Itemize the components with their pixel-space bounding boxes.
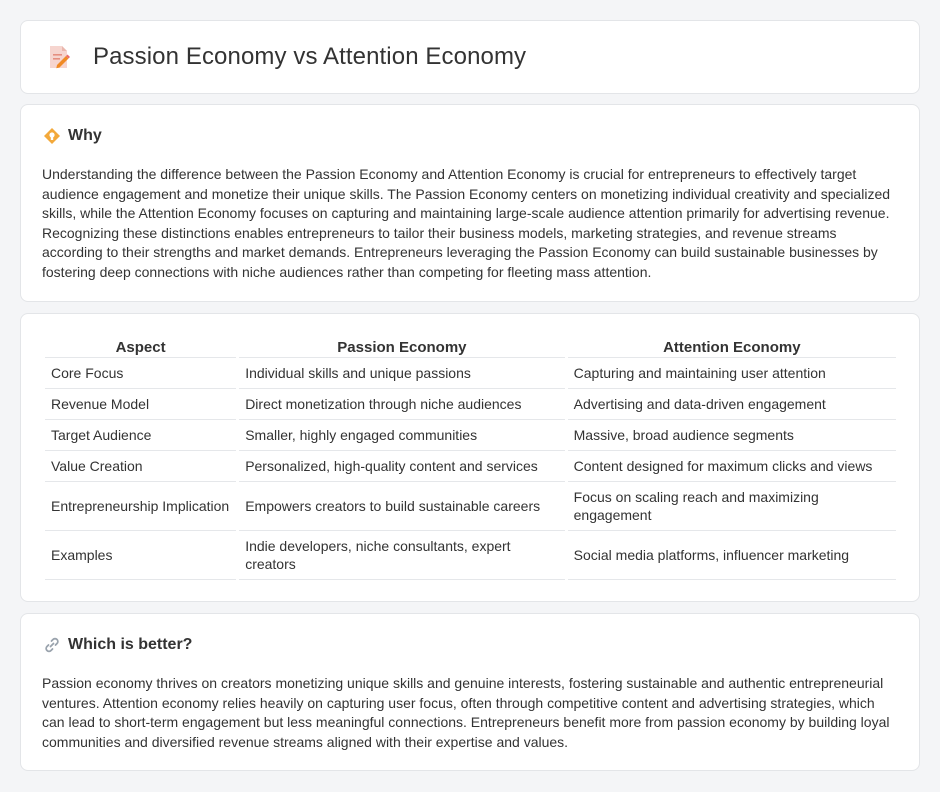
better-title: Which is better? [68, 636, 193, 653]
header-attention-economy: Attention Economy [568, 334, 896, 358]
table-row [45, 482, 896, 531]
comparison-table [42, 334, 899, 580]
which-is-better-card [20, 613, 920, 771]
table-cell: Direct monetization through niche audiences [239, 389, 564, 420]
table-cell: Individual skills and unique passions [239, 358, 564, 389]
table-cell: Empowers creators to build sustainable careers [239, 482, 564, 531]
table-cell: Target Audience [45, 420, 236, 451]
document-pencil-icon [45, 43, 73, 71]
table-cell: Focus on scaling reach and maximizing engagement [568, 482, 896, 531]
table-row [45, 531, 896, 580]
table-cell: Massive, broad audience segments [568, 420, 896, 451]
table-cell: Personalized, high-quality content and services [239, 451, 564, 482]
page-title: Passion Economy vs Attention Economy [93, 43, 527, 70]
table-cell: Indie developers, niche consultants, expert creators [239, 531, 564, 580]
table-cell: Capturing and maintaining user attention [568, 358, 896, 389]
table-cell: Examples [45, 531, 236, 580]
why-card [20, 104, 920, 302]
why-title: Why [68, 127, 102, 144]
better-heading [43, 636, 192, 654]
table-row [45, 358, 896, 389]
title-row [45, 43, 526, 71]
link-icon [43, 636, 61, 654]
table-cell: Content designed for maximum clicks and views [568, 451, 896, 482]
table-cell: Value Creation [45, 451, 236, 482]
why-paragraph: Understanding the difference between the Passion Economy and Attention Economy is crucial for entrepreneurs to effectively target audience engagement and monetize their unique skills. The Passion Economy centers on monetizing individual creativity and specialized skills, while the Attention Economy focuses on capturing and maintaining large-scale audience attention primarily for advertising revenue. Recognizing these distinctions enables entrepreneurs to tailor their business models, marketing strategies, and revenue streams according to their strengths and market demands. Entrepreneurs leveraging the Passion Economy can build sustainable businesses by fostering deep connections with niche audiences rather than competing for fleeting mass attention. [42, 166, 891, 280]
title-card [20, 20, 920, 94]
table-header-row [45, 334, 896, 358]
table-row [45, 451, 896, 482]
header-passion-economy: Passion Economy [239, 334, 564, 358]
table-row [45, 389, 896, 420]
table-cell: Revenue Model [45, 389, 236, 420]
table-row [45, 420, 896, 451]
lightbulb-diamond-icon [43, 127, 61, 145]
table-cell: Smaller, highly engaged communities [239, 420, 564, 451]
table-cell: Advertising and data-driven engagement [568, 389, 896, 420]
table-cell: Social media platforms, influencer marketing [568, 531, 896, 580]
table-cell: Core Focus [45, 358, 236, 389]
table-cell: Entrepreneurship Implication [45, 482, 236, 531]
better-paragraph: Passion economy thrives on creators monetizing unique skills and genuine interests, fostering sustainable and authentic entrepreneurial ventures. Attention economy relies heavily on capturing user focus, often through competitive content and advertising strategies, which can lead to short-term engagement but less meaningful connections. Entrepreneurs benefit more from passion economy by building loyal communities and diversified revenue streams aligned with their expertise and values. [42, 675, 890, 750]
comparison-card [20, 313, 920, 602]
header-aspect: Aspect [45, 334, 236, 358]
why-heading [43, 127, 102, 145]
